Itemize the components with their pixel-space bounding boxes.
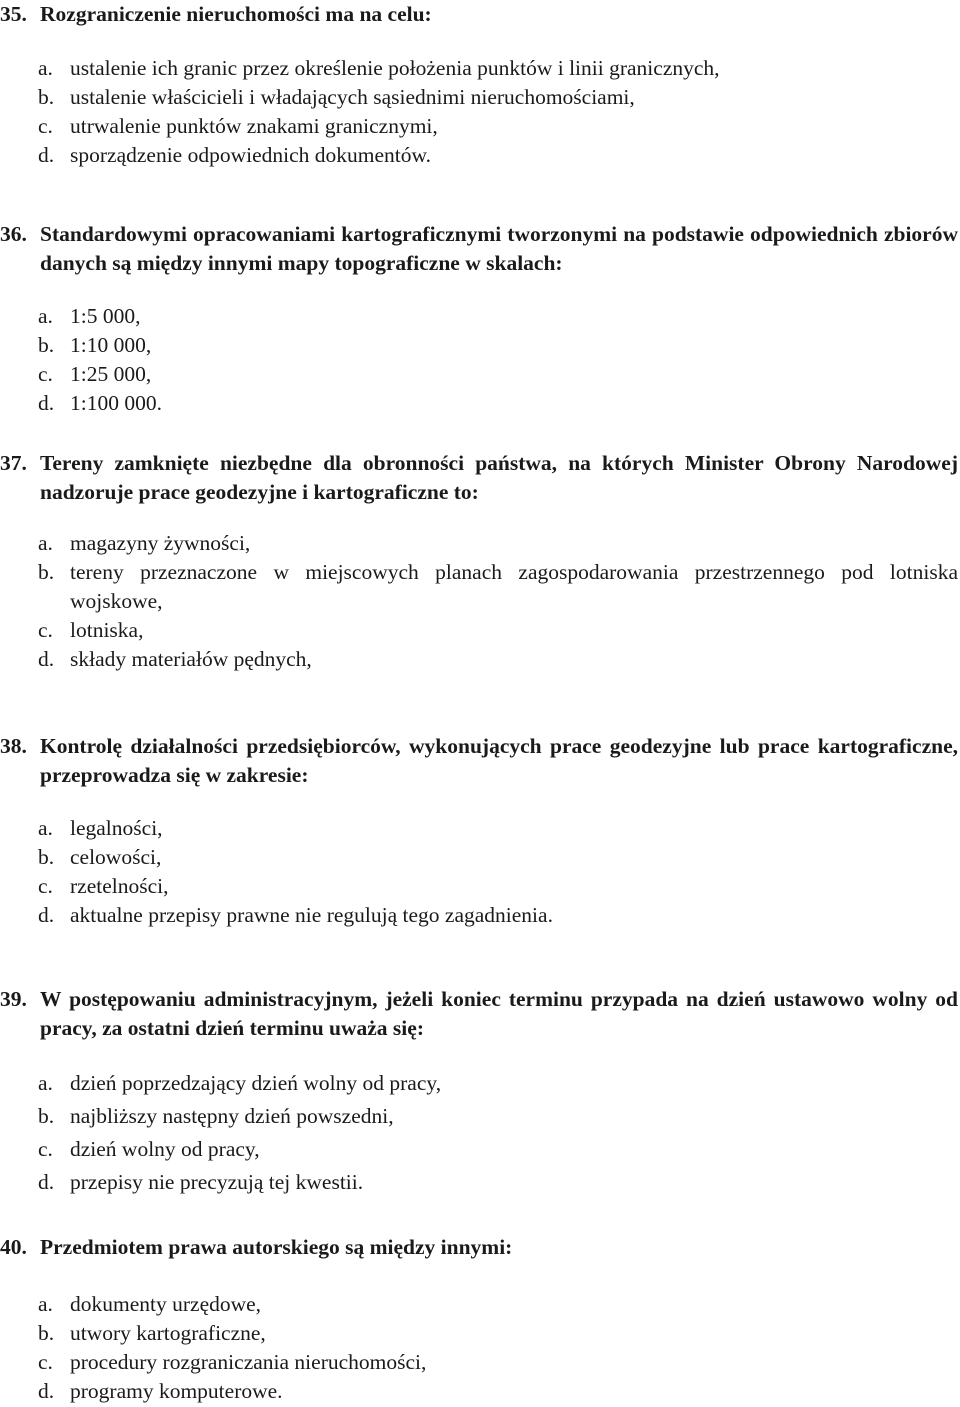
answer-list bbox=[0, 1069, 958, 1197]
question-text: W postępowaniu administracyjnym, jeżeli koniec terminu przypada na dzień ustawowo wolny od pracy, za ostatni dzień terminu uważa się: bbox=[40, 987, 958, 1040]
answer-letter: b. bbox=[38, 333, 55, 357]
answer-option bbox=[0, 529, 958, 558]
answer-list bbox=[0, 54, 958, 170]
answer-letter: a. bbox=[38, 304, 53, 328]
answer-option bbox=[0, 814, 958, 843]
answer-option bbox=[0, 645, 958, 674]
answer-text: dzień poprzedzający dzień wolny od pracy, bbox=[70, 1071, 442, 1095]
answer-letter: a. bbox=[38, 531, 53, 555]
question-heading bbox=[0, 732, 958, 790]
answer-text: utrwalenie punktów znakami granicznymi, bbox=[70, 114, 438, 138]
answer-option bbox=[0, 302, 958, 331]
answer-text: tereny przeznaczone w miejscowych planach zagospodarowania przestrzennego pod lotniska wojskowe, bbox=[70, 560, 958, 613]
answer-text: 1:5 000, bbox=[70, 304, 141, 328]
question-text: Kontrolę działalności przedsiębiorców, wykonujących prace geodezyjne lub prace kartograficzne, przeprowadza się w zakresie: bbox=[40, 734, 958, 787]
answer-option bbox=[0, 1290, 958, 1319]
answer-letter: b. bbox=[38, 1104, 55, 1128]
answer-letter: a. bbox=[38, 1292, 53, 1316]
question-heading bbox=[0, 449, 958, 507]
answer-option bbox=[0, 1348, 958, 1377]
answer-letter: a. bbox=[38, 1071, 53, 1095]
question-heading bbox=[0, 220, 958, 278]
answer-text: ustalenie ich granic przez określenie położenia punktów i linii granicznych, bbox=[70, 56, 720, 80]
answer-option bbox=[0, 558, 958, 616]
answer-letter: c. bbox=[38, 114, 53, 138]
answer-text: 1:100 000. bbox=[70, 391, 162, 415]
answer-option bbox=[0, 331, 958, 360]
answer-text: procedury rozgraniczania nieruchomości, bbox=[70, 1350, 427, 1374]
question-number: 35. bbox=[0, 2, 27, 26]
question-36 bbox=[0, 220, 958, 418]
answer-list bbox=[0, 529, 958, 674]
answer-option bbox=[0, 1069, 958, 1098]
answer-text: dzień wolny od pracy, bbox=[70, 1137, 260, 1161]
question-text: Tereny zamknięte niezbędne dla obronności państwa, na których Minister Obrony Narodowej nadzoruje prace geodezyjne i kartograficzne to: bbox=[40, 451, 958, 504]
answer-option bbox=[0, 83, 958, 112]
question-40 bbox=[0, 1233, 958, 1406]
question-text: Rozgraniczenie nieruchomości ma na celu: bbox=[40, 2, 432, 26]
question-37 bbox=[0, 449, 958, 674]
answer-text: celowości, bbox=[70, 845, 162, 869]
answer-letter: c. bbox=[38, 1350, 53, 1374]
question-number: 36. bbox=[0, 222, 27, 246]
answer-letter: b. bbox=[38, 1321, 55, 1345]
answer-letter: d. bbox=[38, 647, 55, 671]
question-heading bbox=[0, 1233, 958, 1262]
answer-option bbox=[0, 843, 958, 872]
answer-letter: d. bbox=[38, 903, 55, 927]
question-text: Standardowymi opracowaniami kartograficznymi tworzonymi na podstawie odpowiednich zbiorów danych są między innymi mapy topograficzne w skalach: bbox=[40, 222, 958, 275]
answer-letter: d. bbox=[38, 391, 55, 415]
answer-option bbox=[0, 901, 958, 930]
question-number: 39. bbox=[0, 987, 27, 1011]
answer-option bbox=[0, 872, 958, 901]
answer-letter: b. bbox=[38, 85, 55, 109]
question-number: 38. bbox=[0, 734, 27, 758]
question-38 bbox=[0, 732, 958, 930]
answer-list bbox=[0, 1290, 958, 1406]
answer-text: programy komputerowe. bbox=[70, 1379, 283, 1403]
answer-option bbox=[0, 1319, 958, 1348]
answer-option bbox=[0, 389, 958, 418]
answer-option bbox=[0, 112, 958, 141]
answer-text: ustalenie właścicieli i władających sąsiednimi nieruchomościami, bbox=[70, 85, 635, 109]
question-text: Przedmiotem prawa autorskiego są między innymi: bbox=[40, 1235, 513, 1259]
answer-option bbox=[0, 1377, 958, 1406]
answer-letter: d. bbox=[38, 143, 55, 167]
answer-text: rzetelności, bbox=[70, 874, 169, 898]
answer-text: składy materiałów pędnych, bbox=[70, 647, 312, 671]
answer-letter: c. bbox=[38, 362, 53, 386]
question-39 bbox=[0, 985, 958, 1197]
question-heading bbox=[0, 0, 958, 29]
answer-letter: a. bbox=[38, 816, 53, 840]
answer-letter: d. bbox=[38, 1379, 55, 1403]
answer-text: 1:25 000, bbox=[70, 362, 152, 386]
answer-letter: a. bbox=[38, 56, 53, 80]
question-35 bbox=[0, 0, 958, 170]
answer-text: magazyny żywności, bbox=[70, 531, 251, 555]
answer-option bbox=[0, 54, 958, 83]
answer-letter: c. bbox=[38, 874, 53, 898]
answer-text: utwory kartograficzne, bbox=[70, 1321, 266, 1345]
question-number: 37. bbox=[0, 451, 27, 475]
answer-text: dokumenty urzędowe, bbox=[70, 1292, 262, 1316]
answer-option bbox=[0, 1168, 958, 1197]
answer-text: lotniska, bbox=[70, 618, 144, 642]
answer-option bbox=[0, 616, 958, 645]
answer-text: aktualne przepisy prawne nie regulują tego zagadnienia. bbox=[70, 903, 553, 927]
answer-letter: b. bbox=[38, 845, 55, 869]
answer-list bbox=[0, 814, 958, 930]
question-number: 40. bbox=[0, 1235, 27, 1259]
question-heading bbox=[0, 985, 958, 1043]
answer-text: najbliższy następny dzień powszedni, bbox=[70, 1104, 394, 1128]
answer-option bbox=[0, 360, 958, 389]
answer-letter: b. bbox=[38, 560, 55, 584]
answer-option bbox=[0, 141, 958, 170]
answer-text: legalności, bbox=[70, 816, 163, 840]
answer-option bbox=[0, 1135, 958, 1164]
answer-list bbox=[0, 302, 958, 418]
answer-text: przepisy nie precyzują tej kwestii. bbox=[70, 1170, 364, 1194]
answer-letter: c. bbox=[38, 1137, 53, 1161]
answer-option bbox=[0, 1102, 958, 1131]
answer-text: 1:10 000, bbox=[70, 333, 152, 357]
answer-letter: c. bbox=[38, 618, 53, 642]
answer-letter: d. bbox=[38, 1170, 55, 1194]
answer-text: sporządzenie odpowiednich dokumentów. bbox=[70, 143, 432, 167]
